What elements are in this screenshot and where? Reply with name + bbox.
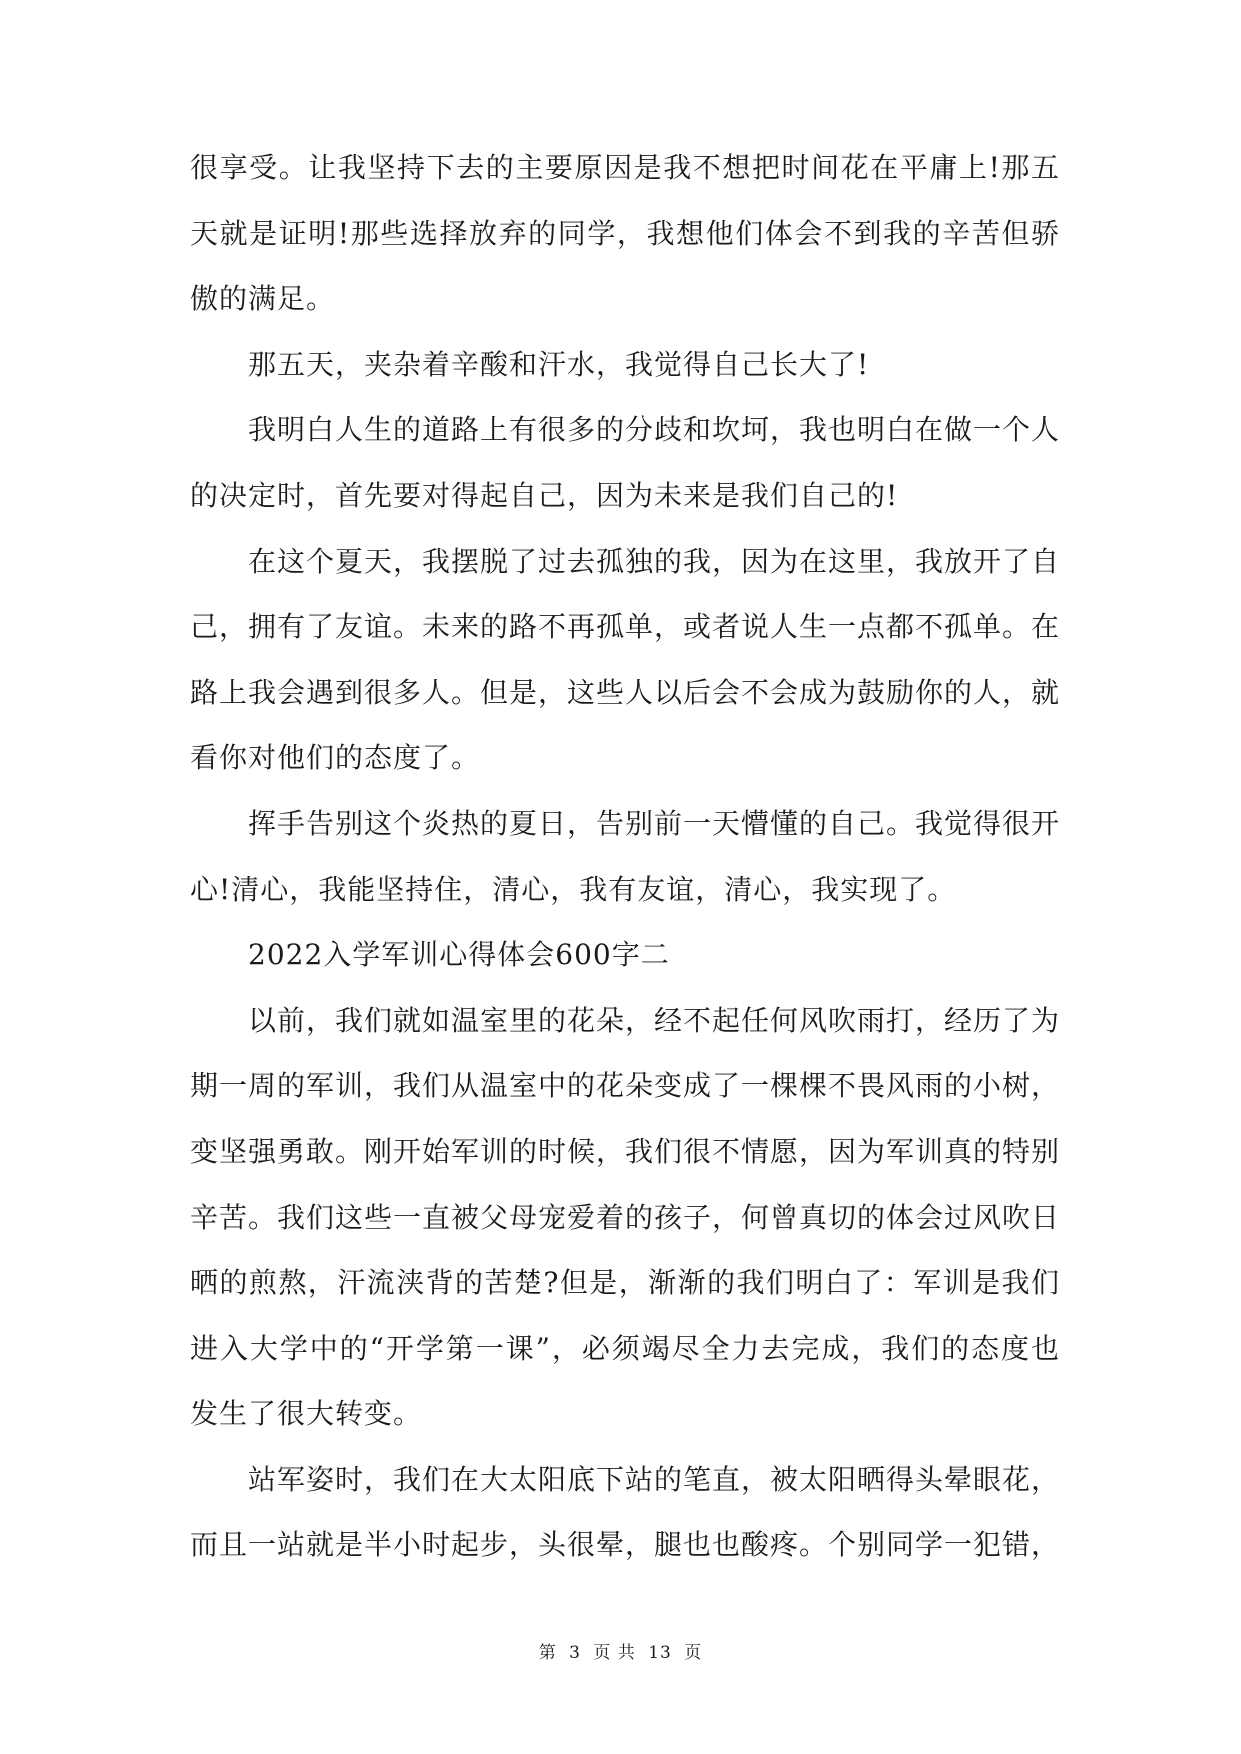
- paragraph: 在这个夏天，我摆脱了过去孤独的我，因为在这里，我放开了自己，拥有了友谊。未来的路不再孤单，或者说人生一点都不孤单。在路上我会遇到很多人。但是，这些人以后会不会成为鼓励你的人，就看你对他们的态度了。: [190, 544, 1061, 775]
- section-heading: 2022入学军训心得体会600字二: [248, 938, 670, 972]
- document-body: [190, 135, 1060, 1578]
- footer-suffix: 页: [684, 1643, 703, 1663]
- paragraph-continuation: 很享受。让我坚持下去的主要原因是我不想把时间花在平庸上!那五天就是证明!那些选择放弃的同学，我想他们体会不到我的辛苦但骄傲的满足。: [190, 151, 1060, 316]
- paragraph: 我明白人生的道路上有很多的分歧和坎坷，我也明白在做一个人的决定时，首先要对得起自己，因为未来是我们自己的!: [190, 413, 1061, 512]
- page-footer: [0, 1638, 1241, 1663]
- footer-prefix: 第: [538, 1643, 557, 1663]
- paragraph: 站军姿时，我们在大太阳底下站的笔直，被太阳晒得头晕眼花，而且一站就是半小时起步，头很晕，腿也也酸疼。个别同学一犯错，: [190, 1462, 1061, 1562]
- footer-total-pages: 13: [648, 1643, 672, 1663]
- footer-middle: 页 共: [593, 1643, 636, 1663]
- paragraph: 挥手告别这个炎热的夏日，告别前一天懵懂的自己。我觉得很开心!清心，我能坚持住，清心，我有友谊，清心，我实现了。: [190, 806, 1061, 906]
- footer-current-page: 3: [569, 1643, 581, 1663]
- paragraph: 以前，我们就如温室里的花朵，经不起任何风吹雨打，经历了为期一周的军训，我们从温室中的花朵变成了一棵棵不畏风雨的小树，变坚强勇敢。刚开始军训的时候，我们很不情愿，因为军训真的特别辛苦。我们这些一直被父母宠爱着的孩子，何曾真切的体会过风吹日晒的煎熬，汗流浃背的苦楚?但是，渐渐的我们明白了：军训是我们进入大学中的“开学第一课”，必须竭尽全力去完成，我们的态度也发生了很大转变。: [190, 1003, 1061, 1431]
- paragraph: 那五天，夹杂着辛酸和汗水，我觉得自己长大了!: [248, 347, 870, 381]
